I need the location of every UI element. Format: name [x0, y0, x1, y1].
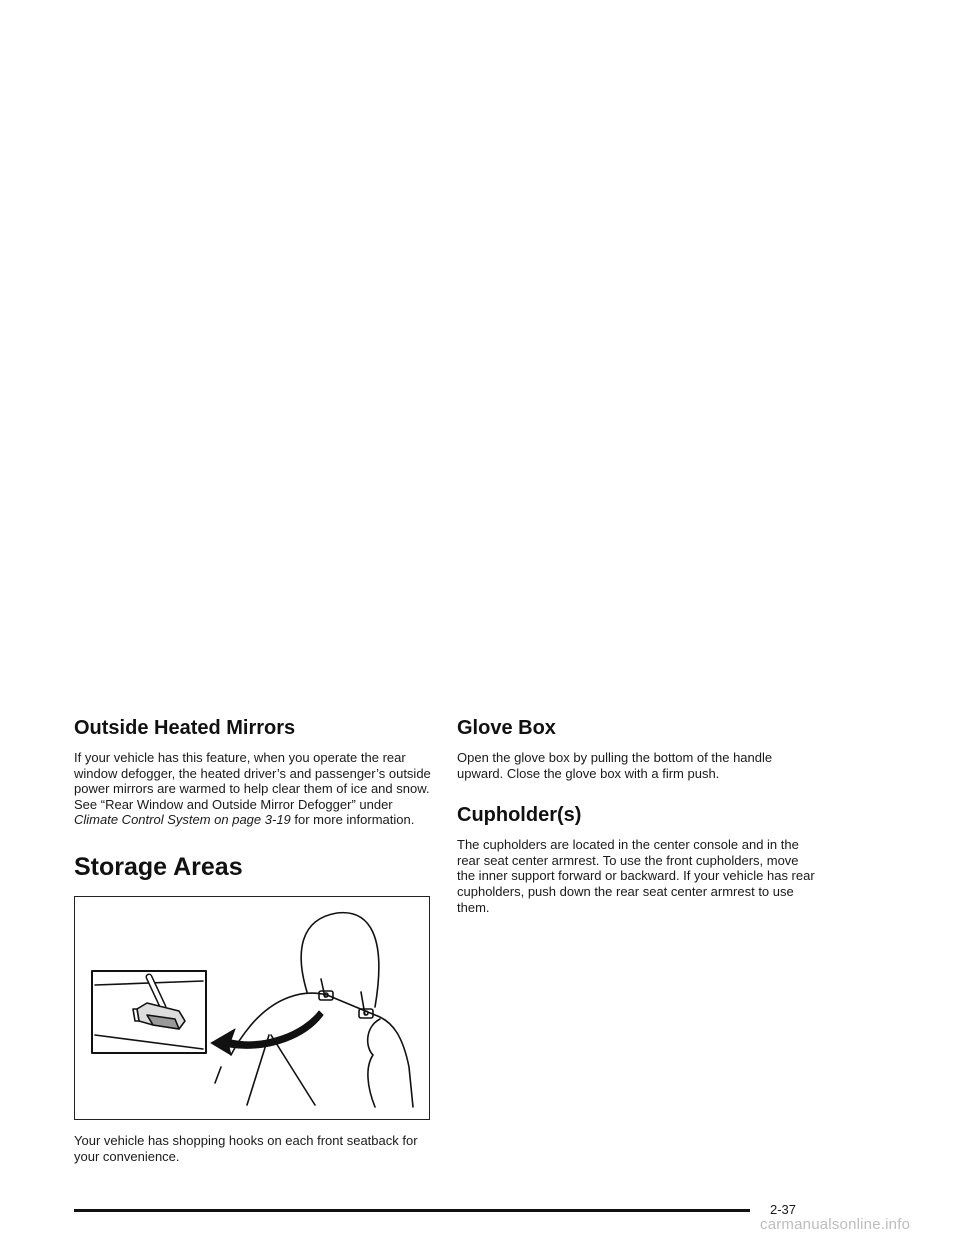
footer-rule: [74, 1209, 750, 1212]
left-column: [74, 716, 432, 1164]
inset-hook-strap-inner: [149, 977, 163, 1007]
seatback-top-outline: [251, 993, 413, 1107]
inset-panel-line-bottom: [95, 1035, 203, 1049]
cupholders-text: The cupholders are located in the center console and in the rear seat center armrest. To use the front cupholders, move the inner support forward or backward. If your vehicle has rear cupholders, push down the rear seat center armrest to use them.: [457, 837, 815, 915]
outside-heated-mirrors-text: [74, 750, 432, 828]
storage-areas-heading: Storage Areas: [74, 852, 243, 881]
glove-box-text: Open the glove box by pulling the bottom of the handle upward. Close the glove box with a firm push.: [457, 750, 773, 781]
seatback-inner-curve: [368, 1019, 380, 1107]
cupholders-heading: Cupholder(s): [457, 804, 582, 827]
glove-box-heading: Glove Box: [457, 717, 556, 739]
storage-areas-text: Your vehicle has shopping hooks on each front seatback for your convenience.: [74, 1132, 418, 1164]
seatback-hook-drawing: [75, 897, 431, 1121]
outside-heated-mirrors-heading: Outside Heated Mirrors: [74, 717, 296, 739]
seatback-hook-illustration: [74, 896, 430, 1120]
inset-hook-lip: [133, 1009, 139, 1021]
seatback-edge-mark: [215, 1067, 221, 1083]
seatback-seam-right: [271, 1035, 315, 1105]
mirrors-text-part2: for more information.: [290, 812, 415, 828]
climate-control-reference-link[interactable]: Climate Control System on page 3-19: [74, 812, 291, 828]
hook-screw-right: [364, 1011, 368, 1015]
mirrors-text-part1: If your vehicle has this feature, when you operate the rear window defogger, the heated driver’s and passenger’s outside power mirrors are warmed to help clear them of ice and snow. See “Rear Window and Outside Mirror Defogger” under: [74, 750, 431, 812]
direction-arrow: [211, 1011, 323, 1055]
right-column: [457, 716, 815, 915]
page-number: 2-37: [770, 1202, 797, 1217]
watermark-text: carmanualsonline.info: [760, 1216, 911, 1233]
